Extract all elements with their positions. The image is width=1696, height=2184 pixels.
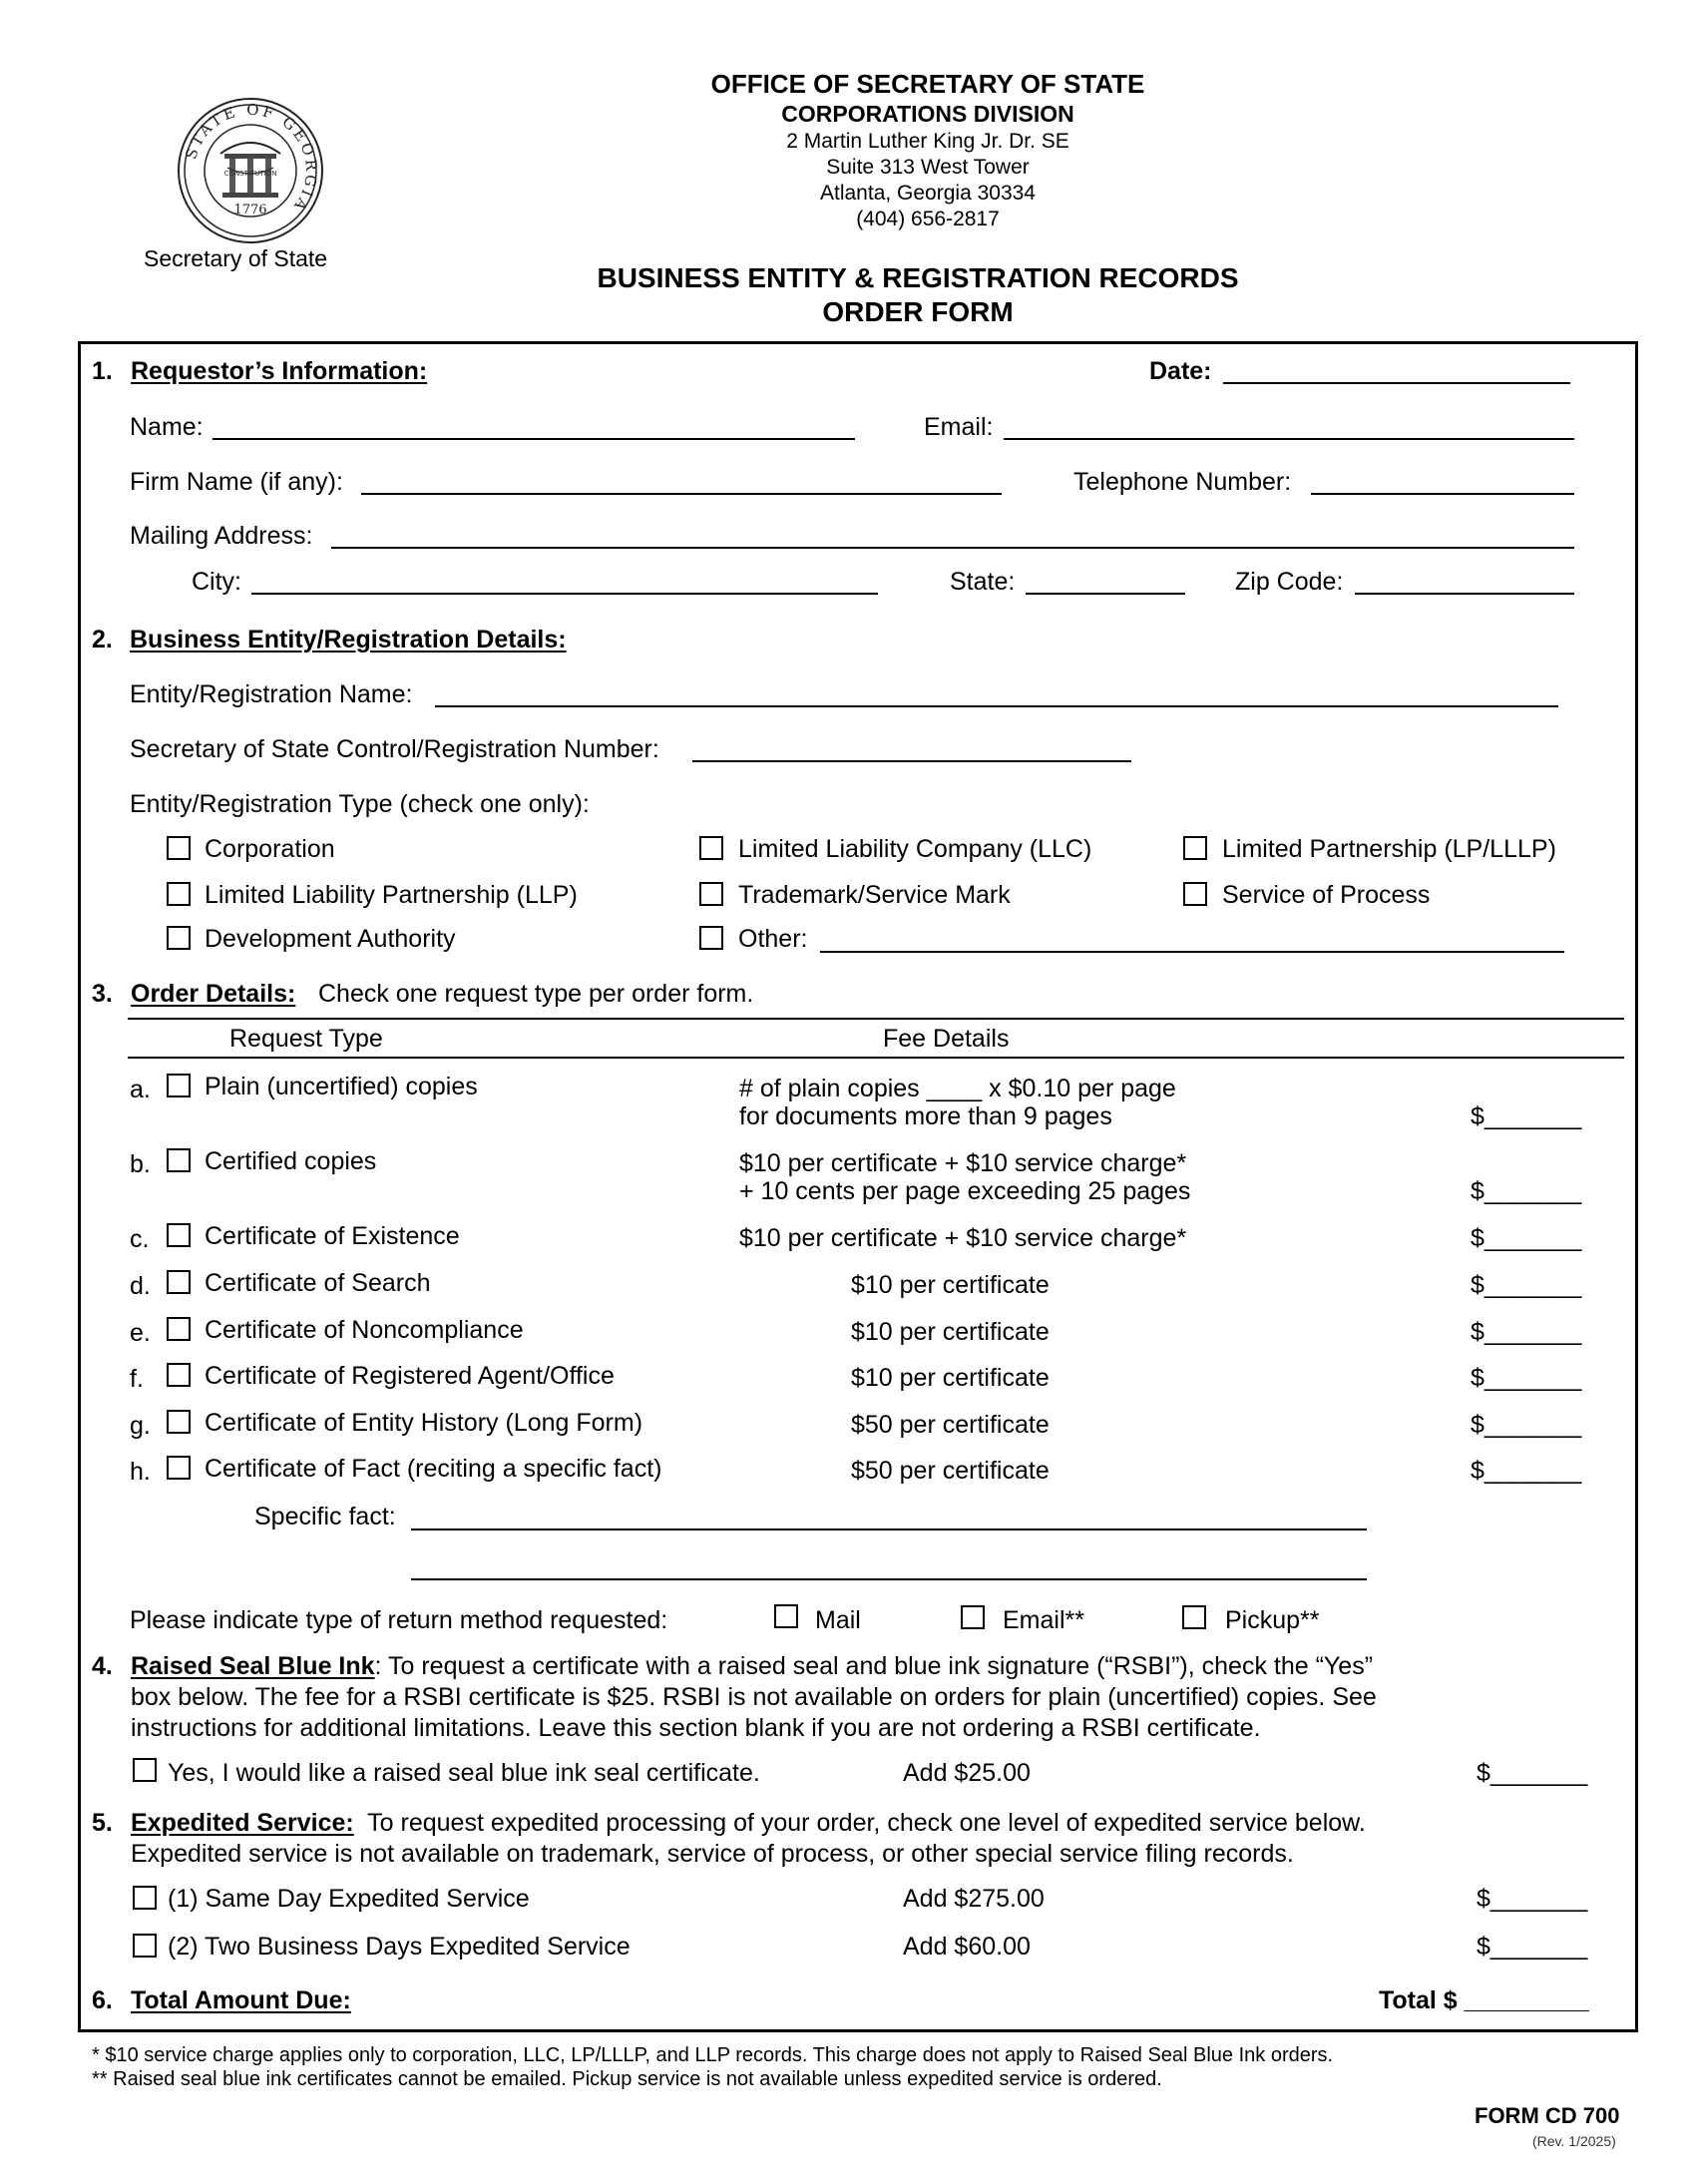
row-h-letter: h. — [130, 1458, 151, 1486]
section4-title: Raised Seal Blue Ink — [131, 1652, 375, 1680]
existence-label: Certificate of Existence — [205, 1222, 460, 1250]
row-a-letter: a. — [130, 1076, 151, 1103]
entity-history-label: Certificate of Entity History (Long Form) — [205, 1409, 643, 1437]
email-return-label: Email** — [1003, 1606, 1084, 1634]
name-label: Name: — [130, 413, 204, 441]
section5-title: Expedited Service: — [131, 1809, 354, 1837]
date-label: Date: — [1149, 357, 1212, 385]
existence-checkbox[interactable] — [167, 1223, 191, 1247]
phone-field[interactable] — [1311, 493, 1574, 495]
development-authority-checkbox[interactable] — [167, 926, 191, 950]
mail-label: Mail — [815, 1606, 861, 1634]
section6-number: 6. — [92, 1986, 113, 2014]
seal-ring-text: STATE OF GEORGIA — [182, 100, 321, 217]
section5-line2: Expedited service is not available on trademark, service of process, or other special service filing records. — [131, 1840, 1294, 1868]
request-type-header: Request Type — [229, 1025, 383, 1053]
total-amount[interactable]: Total $ _________ — [1379, 1986, 1589, 2014]
row-e-letter: e. — [130, 1319, 151, 1347]
row-g-letter: g. — [130, 1412, 151, 1440]
zip-label: Zip Code: — [1235, 568, 1344, 596]
return-method-label: Please indicate type of return method requested: — [130, 1606, 668, 1634]
certified-copies-fee-note: + 10 cents per page exceeding 25 pages — [739, 1177, 1191, 1205]
specific-fact-field-1[interactable] — [411, 1529, 1367, 1530]
section3-title: Order Details: — [131, 980, 296, 1008]
rsbi-amount[interactable]: $_______ — [1477, 1759, 1588, 1787]
section4-line3: instructions for additional limitations. Leave this section blank if you are not ordering a RSBI certificate. — [131, 1714, 1261, 1742]
phone-label: Telephone Number: — [1073, 468, 1292, 496]
email-return-checkbox[interactable] — [961, 1605, 985, 1629]
search-checkbox[interactable] — [167, 1270, 191, 1294]
entity-history-fee: $50 per certificate — [851, 1411, 1050, 1439]
section5-number: 5. — [92, 1809, 113, 1837]
trademark-checkbox[interactable] — [699, 882, 723, 906]
registered-agent-fee: $10 per certificate — [851, 1364, 1050, 1392]
pickup-label: Pickup** — [1225, 1606, 1320, 1634]
llc-label: Limited Liability Company (LLC) — [738, 835, 1092, 863]
city-field[interactable] — [251, 593, 878, 595]
certified-copies-label: Certified copies — [205, 1147, 377, 1175]
fact-checkbox[interactable] — [167, 1456, 191, 1480]
section6-title: Total Amount Due: — [131, 1986, 351, 2014]
mailing-field[interactable] — [331, 547, 1574, 549]
email-label: Email: — [924, 413, 994, 441]
section2-title: Business Entity/Registration Details: — [130, 626, 567, 654]
trademark-label: Trademark/Service Mark — [738, 881, 1011, 909]
control-number-label: Secretary of State Control/Registration Number: — [130, 735, 659, 763]
rsbi-label: Yes, I would like a raised seal blue ink seal certificate. — [168, 1759, 760, 1787]
development-authority-label: Development Authority — [205, 925, 456, 953]
certified-copies-checkbox[interactable] — [167, 1148, 191, 1172]
two-day-checkbox[interactable] — [133, 1934, 157, 1958]
form-id: FORM CD 700 — [1475, 2103, 1620, 2128]
form-title: BUSINESS ENTITY & REGISTRATION RECORDS — [597, 262, 1239, 293]
plain-copies-checkbox[interactable] — [167, 1074, 191, 1097]
two-day-label: (2) Two Business Days Expedited Service — [168, 1933, 631, 1961]
footnote-2: ** Raised seal blue ink certificates cannot be emailed. Pickup service is not available unless expedited service is ordered. — [92, 2068, 1162, 2090]
office-address1: 2 Martin Luther King Jr. Dr. SE — [786, 130, 1069, 153]
seal-banner: CONSTITUTION — [223, 170, 277, 178]
other-label: Other: — [738, 925, 808, 953]
existence-amount[interactable]: $_______ — [1471, 1224, 1582, 1252]
mailing-label: Mailing Address: — [130, 522, 313, 550]
plain-copies-fee: # of plain copies ____ x $0.10 per page — [739, 1075, 1176, 1102]
footnote-1: * $10 service charge applies only to corporation, LLC, LP/LLLP, and LLP records. This charge does not apply to Raised Seal Blue Ink orders. — [92, 2044, 1334, 2066]
registered-agent-label: Certificate of Registered Agent/Office — [205, 1362, 615, 1390]
lp-label: Limited Partnership (LP/LLLP) — [1222, 835, 1556, 863]
noncompliance-fee: $10 per certificate — [851, 1318, 1050, 1346]
pickup-checkbox[interactable] — [1182, 1605, 1206, 1629]
row-d-letter: d. — [130, 1272, 151, 1300]
noncompliance-label: Certificate of Noncompliance — [205, 1316, 524, 1344]
other-field[interactable] — [820, 951, 1564, 953]
mail-checkbox[interactable] — [774, 1604, 798, 1628]
other-checkbox[interactable] — [699, 926, 723, 950]
corporation-checkbox[interactable] — [167, 836, 191, 860]
existence-fee: $10 per certificate + $10 service charge* — [739, 1224, 1187, 1252]
section5-line1: To request expedited processing of your order, check one level of expedited service below. — [367, 1809, 1366, 1837]
office-title: OFFICE OF SECRETARY OF STATE — [710, 69, 1145, 99]
fee-details-header: Fee Details — [883, 1025, 1010, 1053]
corporation-label: Corporation — [205, 835, 335, 863]
office-address2: Suite 313 West Tower — [826, 156, 1030, 179]
noncompliance-amount[interactable]: $_______ — [1471, 1318, 1582, 1346]
email-field[interactable] — [1004, 438, 1574, 440]
search-amount[interactable]: $_______ — [1471, 1271, 1582, 1299]
section1-number: 1. — [92, 357, 113, 385]
name-field[interactable] — [212, 438, 855, 440]
date-field[interactable] — [1223, 382, 1570, 384]
office-phone: (404) 656-2817 — [856, 208, 1000, 230]
entity-name-label: Entity/Registration Name: — [130, 680, 413, 708]
fact-label: Certificate of Fact (reciting a specific fact) — [205, 1455, 662, 1483]
section5-intro — [131, 1808, 1366, 1839]
zip-field[interactable] — [1355, 593, 1574, 595]
seal-year: 1776 — [233, 203, 267, 218]
entity-type-label: Entity/Registration Type (check one only): — [130, 790, 590, 818]
plain-copies-fee-note: for documents more than 9 pages — [739, 1102, 1112, 1130]
row-b-letter: b. — [130, 1150, 151, 1178]
section4-intro — [131, 1651, 1373, 1682]
entity-history-checkbox[interactable] — [167, 1410, 191, 1434]
control-number-field[interactable] — [692, 760, 1131, 762]
section2-number: 2. — [92, 626, 113, 654]
llp-label: Limited Liability Partnership (LLP) — [205, 881, 578, 909]
state-field[interactable] — [1026, 593, 1185, 595]
same-day-label: (1) Same Day Expedited Service — [168, 1885, 530, 1913]
plain-copies-amount[interactable]: $_______ — [1471, 1102, 1582, 1130]
plain-copies-label: Plain (uncertified) copies — [205, 1073, 478, 1100]
search-label: Certificate of Search — [205, 1269, 431, 1297]
firm-label: Firm Name (if any): — [130, 468, 343, 496]
service-of-process-checkbox[interactable] — [1183, 882, 1207, 906]
fact-fee: $50 per certificate — [851, 1457, 1050, 1485]
registered-agent-checkbox[interactable] — [167, 1363, 191, 1387]
firm-field[interactable] — [361, 493, 1002, 495]
entity-name-field[interactable] — [435, 705, 1558, 707]
registered-agent-amount[interactable]: $_______ — [1471, 1364, 1582, 1392]
rsbi-checkbox[interactable] — [133, 1758, 157, 1782]
specific-fact-label: Specific fact: — [254, 1503, 396, 1530]
section3-number: 3. — [92, 980, 113, 1008]
section3-subtitle: Check one request type per order form. — [318, 980, 754, 1008]
seal-caption: Secretary of State — [144, 245, 328, 271]
two-day-amount[interactable]: $_______ — [1477, 1933, 1588, 1961]
office-division: CORPORATIONS DIVISION — [781, 101, 1074, 127]
same-day-add: Add $275.00 — [903, 1885, 1045, 1913]
fact-amount[interactable]: $_______ — [1471, 1457, 1582, 1485]
llp-checkbox[interactable] — [167, 882, 191, 906]
form-revision: (Rev. 1/2025) — [1532, 2133, 1616, 2149]
row-f-letter: f. — [130, 1365, 144, 1393]
order-table-header-rule — [128, 1057, 1624, 1059]
two-day-add: Add $60.00 — [903, 1933, 1031, 1961]
order-table-top-rule — [128, 1018, 1624, 1020]
noncompliance-checkbox[interactable] — [167, 1317, 191, 1341]
city-label: City: — [192, 568, 241, 596]
service-of-process-label: Service of Process — [1222, 881, 1431, 909]
state-label: State: — [950, 568, 1016, 596]
lp-checkbox[interactable] — [1183, 836, 1207, 860]
section4-line1: : To request a certificate with a raised seal and blue ink signature (“RSBI”), check the “Yes” — [374, 1652, 1374, 1680]
office-address3: Atlanta, Georgia 30334 — [820, 182, 1036, 205]
certified-copies-fee: $10 per certificate + $10 service charge* — [739, 1149, 1187, 1177]
same-day-checkbox[interactable] — [133, 1886, 157, 1910]
certified-copies-amount[interactable]: $_______ — [1471, 1177, 1582, 1205]
section1-title: Requestor’s Information: — [131, 357, 428, 385]
section4-number: 4. — [92, 1652, 113, 1680]
form-subtitle: ORDER FORM — [822, 296, 1014, 327]
row-c-letter: c. — [130, 1225, 150, 1253]
section4-line2: box below. The fee for a RSBI certificate is $25. RSBI is not available on orders for plain (uncertified) copies. See — [131, 1683, 1377, 1711]
same-day-amount[interactable]: $_______ — [1477, 1885, 1588, 1913]
llc-checkbox[interactable] — [699, 836, 723, 860]
specific-fact-field-2[interactable] — [411, 1578, 1367, 1580]
search-fee: $10 per certificate — [851, 1271, 1050, 1299]
entity-history-amount[interactable]: $_______ — [1471, 1411, 1582, 1439]
rsbi-add: Add $25.00 — [903, 1759, 1031, 1787]
